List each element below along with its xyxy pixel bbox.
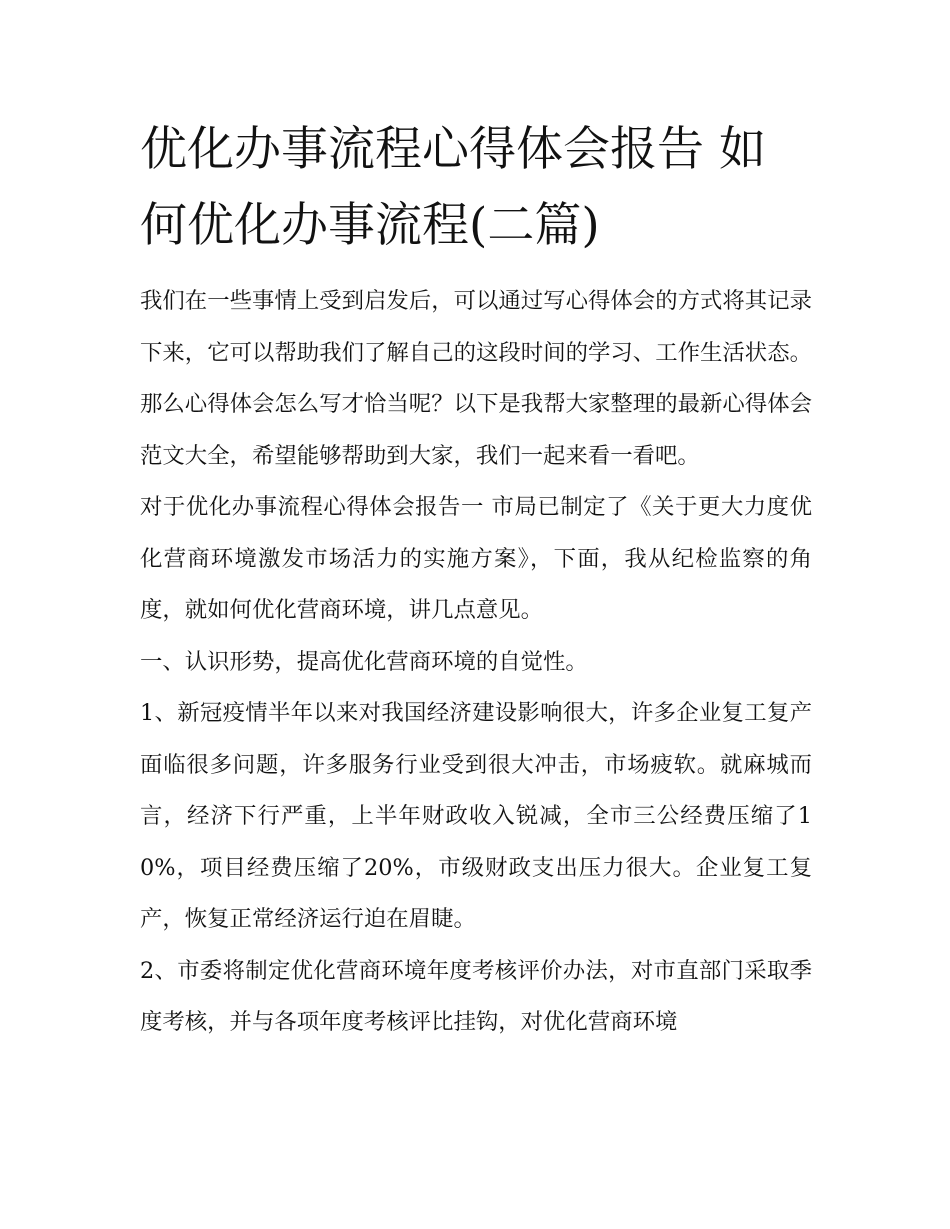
document-body — [140, 112, 812, 1049]
paragraph-point-two: 2、市委将制定优化营商环境年度考核评价办法，对市直部门采取季度考核，并与各项年度考核评比挂钩，对优化营商环境 — [140, 957, 812, 1035]
section-heading-one: 一、认识形势，提高优化营商环境的自觉性。 — [140, 648, 588, 675]
paragraph-intro: 我们在一些事情上受到启发后，可以通过写心得体会的方式将其记录下来，它可以帮助我们了解自己的这段时间的学习、工作生活状态。那么心得体会怎么写才恰当呢？以下是我帮大家整理的最新心得体会范文大全，希望能够帮助到大家，我们一起来看一看吧。 — [140, 288, 812, 469]
paragraph-point-one: 1、新冠疫情半年以来对我国经济建设影响很大，许多企业复工复产面临很多问题，许多服务行业受到很大冲击，市场疲软。就麻城而言，经济下行严重，上半年财政收入锐减，全市三公经费压缩了10%，项目经费压缩了20%，市级财政支出压力很大。企业复工复产，恢复正常经济运行迫在眉睫。 — [140, 700, 812, 932]
document-title: 优化办事流程心得体会报告 如何优化办事流程(二篇) — [140, 122, 766, 253]
paragraph-report-one: 对于优化办事流程心得体会报告一 市局已制定了《关于更大力度优化营商环境激发市场活力的实施方案》，下面，我从纪检监察的角度，就如何优化营商环境，讲几点意见。 — [140, 494, 812, 623]
